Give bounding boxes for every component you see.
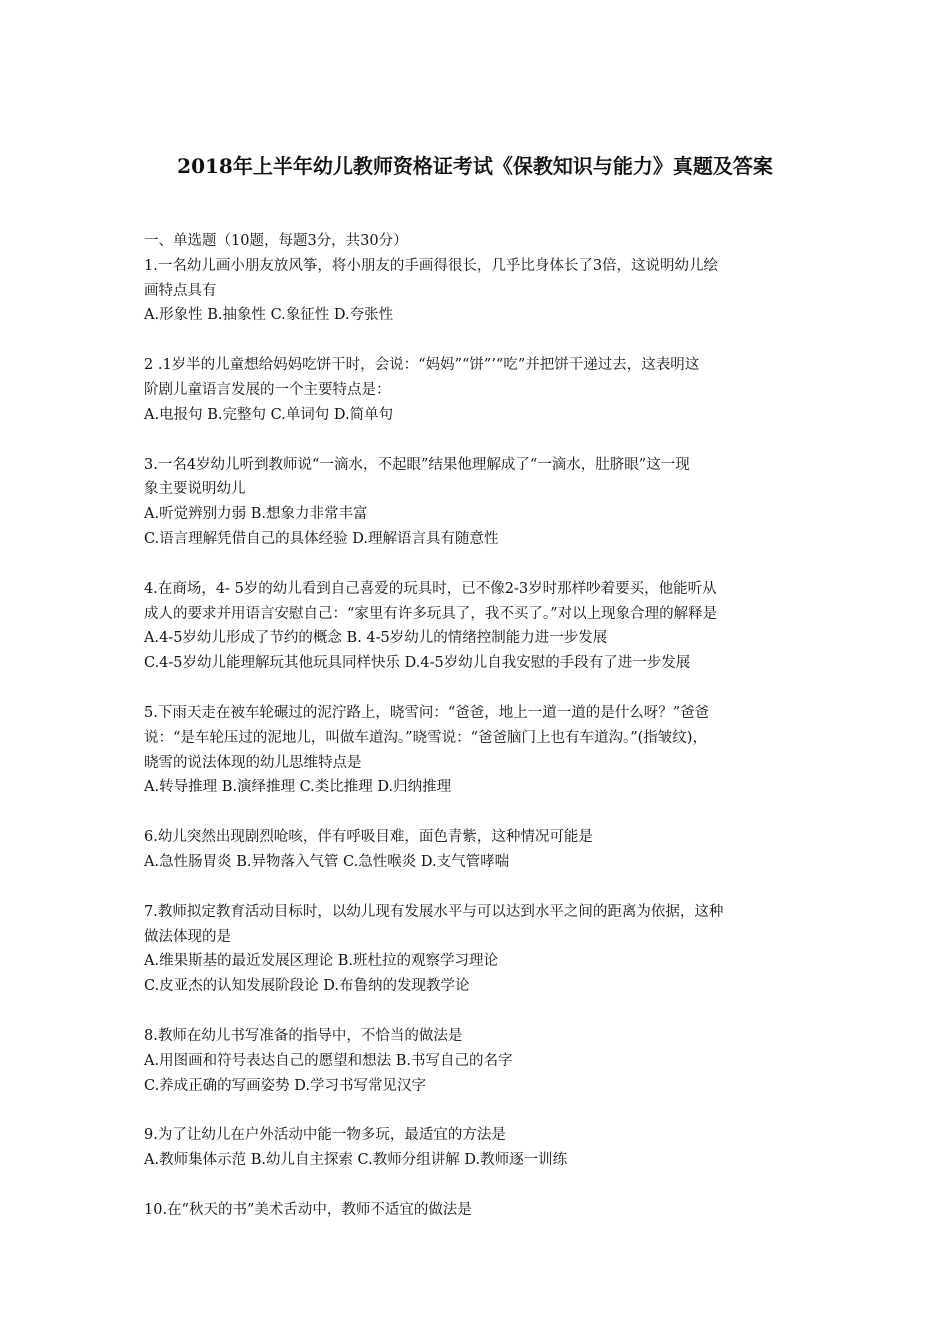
- question-stem-line: 8.教师在幼儿书写准备的指导中，不恰当的做法是: [144, 1027, 463, 1044]
- question-stem-line: 4.在商场，4- 5岁的幼儿看到自己喜爱的玩具时，已不像2-3岁时那样吵着要买，他能听从: [144, 580, 717, 597]
- question-options-line: A.听觉辨别力弱 B.想象力非常丰富: [144, 506, 368, 523]
- question-options-line: A.维果斯基的最近发展区理论 B.班杜拉的观察学习理论: [144, 953, 498, 970]
- question-options-line: C.养成正确的写画姿势 D.学习书写常见汉字: [144, 1077, 427, 1094]
- question-stem-line: 成人的要求并用语言安慰自己：“家里有许多玩具了，我不买了。”对以上现象合理的解释是: [144, 605, 718, 622]
- question-item: [144, 1024, 824, 1098]
- question-item: [144, 1198, 824, 1223]
- question-item: [144, 825, 824, 875]
- question-options-line: A.转导推理 B.演绎推理 C.类比推理 D.归纳推理: [144, 779, 452, 796]
- question-stem-line: 阶剧儿童语言发展的一个主要特点是：: [144, 381, 391, 398]
- question-options-line: A.用图画和符号表达自己的愿望和想法 B.书写自己的名字: [144, 1052, 513, 1069]
- question-stem-line: 5.下雨天走在被车轮碾过的泥泞路上，晓雪问：“爸爸，地上一道一道的是什么呀？”爸爸: [144, 704, 710, 721]
- question-stem-line: 10.在“秋天的书”美术舌动中，教师不适宜的做法是: [144, 1201, 472, 1218]
- question-item: [144, 900, 824, 999]
- question-stem-line: 3.一名4岁幼儿听到教师说“一滴水，不起眼”结果他理解成了“一滴水，肚脐眼”这一现: [144, 456, 690, 473]
- question-options-line: A.教师集体示范 B.幼儿自主探索 C.教师分组讲解 D.教师逐一训练: [144, 1152, 568, 1169]
- question-options-line: A.急性肠胃炎 B.异物落入气管 C.急性喉炎 D.支气管哮喘: [144, 853, 510, 870]
- question-item: [144, 254, 824, 328]
- document-body: [144, 229, 824, 1223]
- section-heading: 一、单选题（10题，每题3分，共30分）: [144, 233, 408, 249]
- question-options-line: A.4-5岁幼儿形成了节约的概念 B. 4-5岁幼儿的情绪控制能力进一步发展: [144, 630, 608, 647]
- question-stem-line: 1.一名幼儿画小朋友放风筝，将小朋友的手画得很长，几乎比身体长了3倍，这说明幼儿绘: [144, 257, 719, 274]
- question-stem-line: 说：“是车轮压过的泥地儿，叫做车道沟。”晓雪说：“爸爸脑门上也有车道沟。”(指皱纹)，: [144, 729, 707, 746]
- question-stem-line: 做法体现的是: [144, 928, 231, 945]
- question-item: [144, 353, 824, 427]
- question-stem-line: 7.教师拟定教育活动目标时，以幼儿现有发展水平与可以达到水平之间的距离为依据，这种: [144, 903, 724, 920]
- question-item: [144, 701, 824, 800]
- question-options-line: A.形象性 B.抽象性 C.象征性 D.夸张性: [144, 307, 394, 324]
- question-stem-line: 象主要说明幼儿: [144, 481, 246, 498]
- question-stem-line: 6.幼儿突然出现剧烈呛咳，伴有呼吸目难，面色青紫，这种情况可能是: [144, 829, 593, 846]
- question-stem-line: 2 .1岁半的儿童想给妈妈吃饼干时，会说：“妈妈”“饼”’“吃”并把饼干递过去，这表明这: [144, 357, 700, 374]
- question-item: [144, 577, 824, 676]
- document-title: 2018年上半年幼儿教师资格证考试《保教知识与能力》真题及答案: [177, 154, 773, 178]
- question-stem-line: 9.为了让幼儿在户外活动中能一物多玩，最适宜的方法是: [144, 1127, 506, 1144]
- question-item: [144, 1123, 824, 1173]
- question-item: [144, 453, 824, 552]
- question-options-line: C.语言理解凭借自己的具体经验 D.理解语言具有随意性: [144, 530, 499, 547]
- question-list: [144, 254, 824, 1223]
- question-options-line: A.电报句 B.完整句 C.单词句 D.简单句: [144, 406, 394, 423]
- question-stem-line: 晓雪的说法体现的幼儿思维特点是: [144, 754, 362, 771]
- question-options-line: C.4-5岁幼儿能理解玩其他玩具同样快乐 D.4-5岁幼儿自我安慰的手段有了进一步发展: [144, 655, 691, 672]
- question-stem-line: 画特点具有: [144, 282, 217, 299]
- question-options-line: C.皮亚杰的认知发展阶段论 D.布鲁纳的发现教学论: [144, 978, 470, 995]
